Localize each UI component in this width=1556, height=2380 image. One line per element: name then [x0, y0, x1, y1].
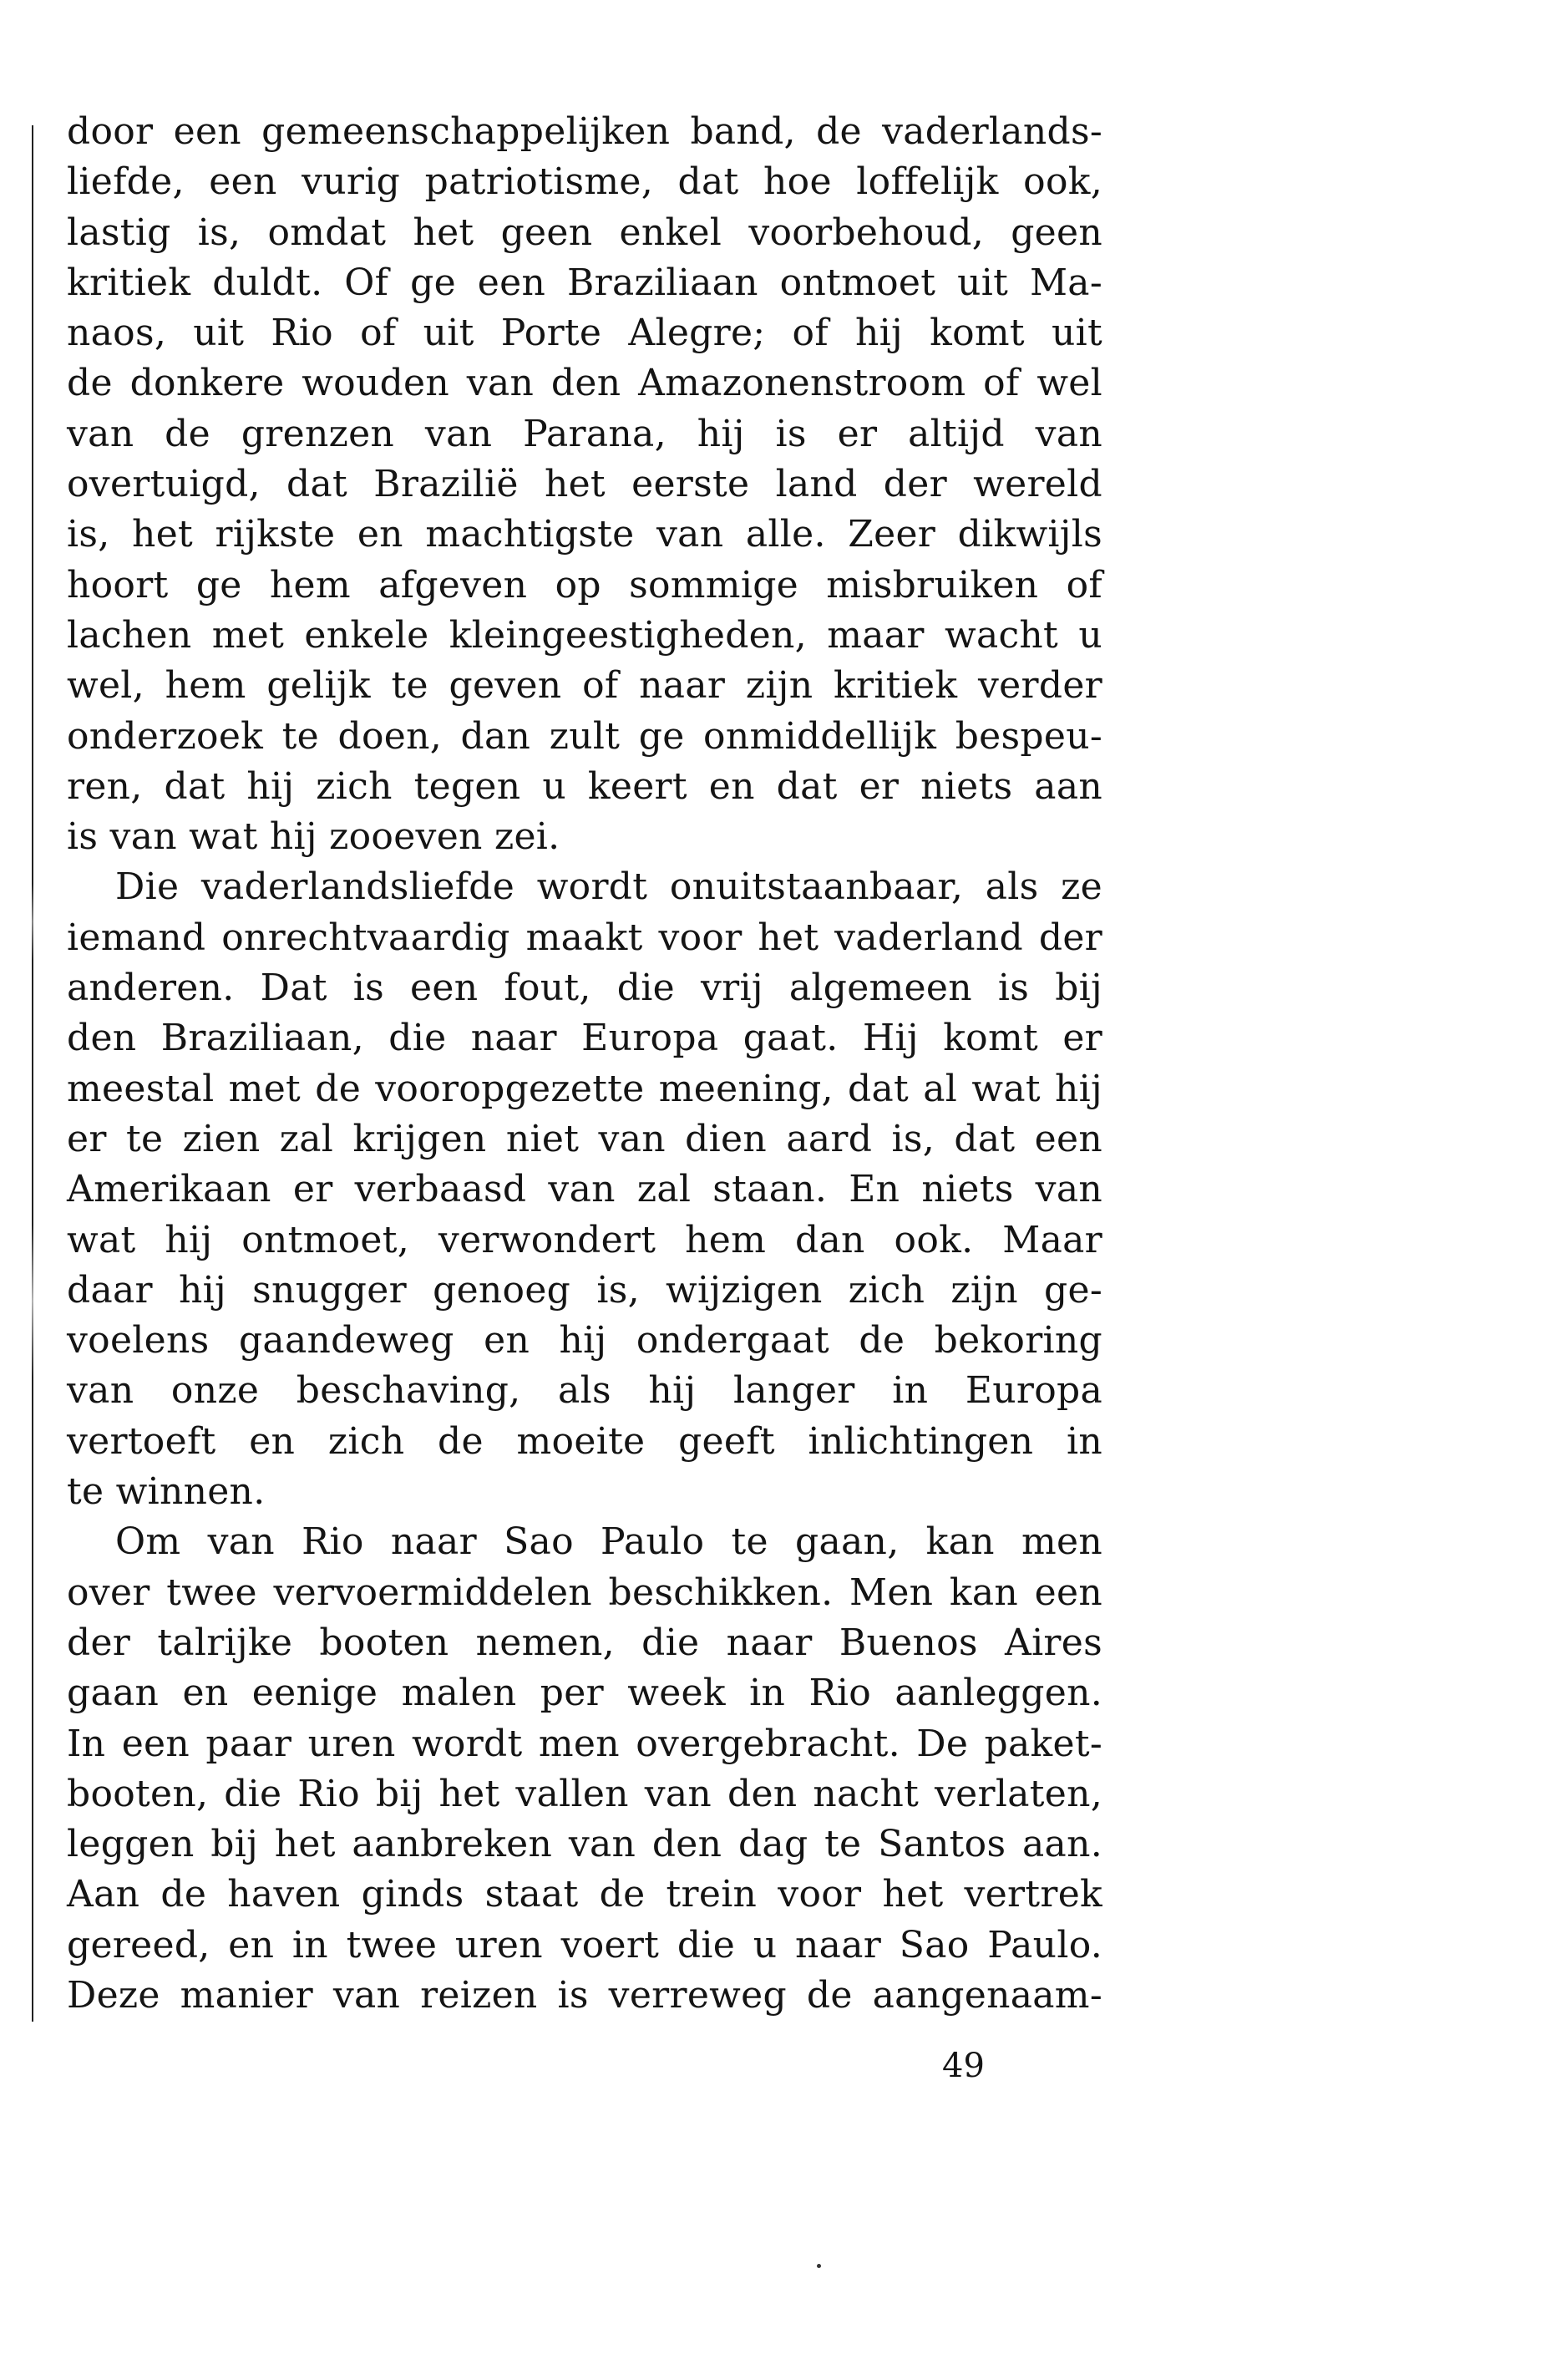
text-line: Amerikaan er verbaasd van zal staan. En niets van — [67, 1168, 1102, 1211]
text-line: is, het rijkste en machtigste van alle. Zeer dikwijls — [67, 513, 1102, 556]
text-line: de donkere wouden van den Amazonenstroom of wel — [67, 362, 1102, 405]
text-line: leggen bij het aanbreken van den dag te Santos aan. — [67, 1823, 1102, 1866]
text-line: Aan de haven ginds staat de trein voor het vertrek — [67, 1873, 1102, 1916]
text-line: lastig is, omdat het geen enkel voorbehoud, geen — [67, 211, 1102, 254]
text-line: meestal met de vooropgezette meening, dat al wat hij — [67, 1067, 1102, 1110]
text-line: wel, hem gelijk te geven of naar zijn kritiek verder — [67, 664, 1102, 708]
text-line: naos, uit Rio of uit Porte Alegre; of hij komt uit — [67, 312, 1102, 355]
text-line: gereed, en in twee uren voert die u naar Sao Paulo. — [67, 1923, 1102, 1966]
text-line: is van wat hij zooeven zei. — [67, 815, 560, 859]
text-line: liefde, een vurig patriotisme, dat hoe loffelijk ook, — [67, 160, 1102, 204]
text-line: van de grenzen van Parana, hij is er altijd van — [67, 412, 1102, 455]
text-line: onderzoek te doen, dan zult ge onmiddellijk bespeu- — [67, 714, 1102, 758]
text-line: anderen. Dat is een fout, die vrij algemeen is bij — [67, 967, 1102, 1010]
text-line: te winnen. — [67, 1470, 266, 1514]
print-speck — [817, 2264, 821, 2268]
margin-rule — [32, 125, 33, 2022]
text-line: iemand onrechtvaardig maakt voor het vaderland der — [67, 916, 1102, 959]
text-line: kritiek duldt. Of ge een Braziliaan ontmoet uit Ma- — [67, 261, 1102, 304]
text-line: hoort ge hem afgeven op sommige misbruiken of — [67, 563, 1102, 606]
body-text — [67, 107, 1102, 2021]
text-line: gaan en eenige malen per week in Rio aanleggen. — [67, 1672, 1102, 1715]
text-line: daar hij snugger genoeg is, wijzigen zich zijn ge- — [67, 1268, 1102, 1312]
paragraph — [67, 862, 1102, 1517]
text-line: lachen met enkele kleingeestigheden, maar wacht u — [67, 613, 1102, 657]
text-line: ren, dat hij zich tegen u keert en dat er niets aan — [67, 764, 1102, 808]
text-line: In een paar uren wordt men overgebracht. De paket- — [67, 1722, 1102, 1765]
text-line: den Braziliaan, die naar Europa gaat. Hij komt er — [67, 1017, 1102, 1060]
text-line: van onze beschaving, als hij langer in Europa — [67, 1369, 1102, 1413]
text-line: der talrijke booten nemen, die naar Buenos Aires — [67, 1621, 1102, 1664]
text-line: er te zien zal krijgen niet van dien aard is, dat een — [67, 1117, 1102, 1160]
text-line: booten, die Rio bij het vallen van den nacht verlaten, — [67, 1772, 1102, 1815]
text-line: over twee vervoermiddelen beschikken. Men kan een — [67, 1571, 1102, 1614]
text-line: voelens gaandeweg en hij ondergaat de bekoring — [67, 1319, 1102, 1363]
text-line: overtuigd, dat Brazilië het eerste land der wereld — [67, 463, 1102, 506]
text-line: Die vaderlandsliefde wordt onuitstaanbaar, als ze — [115, 865, 1102, 909]
page-number: 49 — [942, 2047, 985, 2085]
paragraph — [67, 1517, 1102, 2021]
text-line: vertoeft en zich de moeite geeft inlichtingen in — [67, 1419, 1102, 1463]
paragraph — [67, 107, 1102, 862]
text-line: Om van Rio naar Sao Paulo te gaan, kan men — [115, 1520, 1102, 1564]
text-line: door een gemeenschappelijken band, de vaderlands- — [67, 110, 1102, 153]
text-line: Deze manier van reizen is verreweg de aangenaam- — [67, 1973, 1102, 2017]
text-line: wat hij ontmoet, verwondert hem dan ook. Maar — [67, 1218, 1102, 1261]
